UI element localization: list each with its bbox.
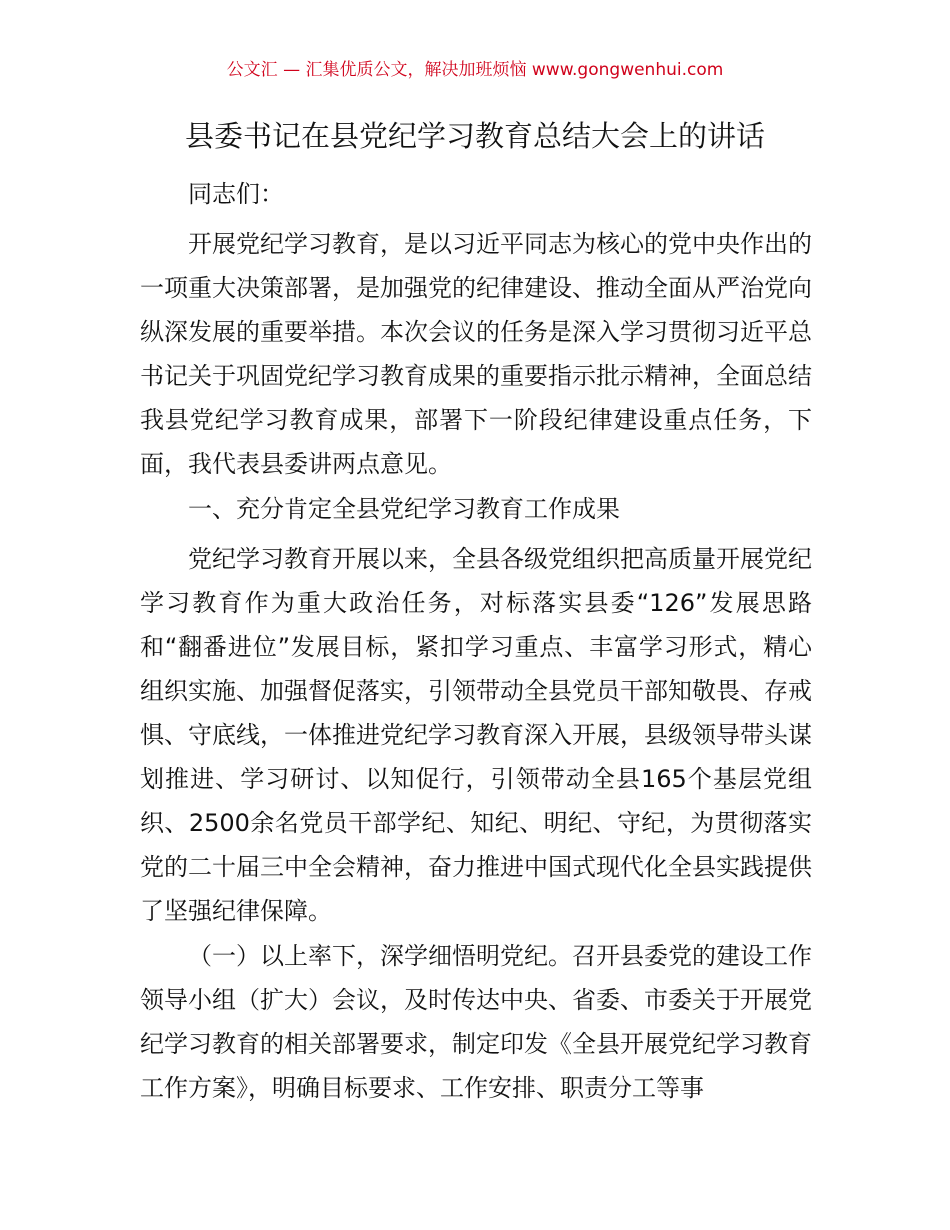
section-heading-1: 一、充分肯定全县党纪学习教育工作成果 [188, 495, 620, 523]
watermark-header: 公文汇 — 汇集优质公文，解决加班烦恼 www.gongwenhui.com [226, 60, 724, 80]
paragraph-subsection-1: （一）以上率下，深学细悟明党纪。召开县委党的建设工作领导小组（扩大）会议，及时传达中央、省委、市委关于开展党纪学习教育的相关部署要求，制定印发《全县开展党纪学习教育工作方案》，明确目标要求、工作安排、职责分工等事 [140, 942, 812, 1102]
greeting: 同志们： [188, 180, 284, 208]
document-title: 县委书记在县党纪学习教育总结大会上的讲话 [184, 119, 765, 153]
paragraph-intro: 开展党纪学习教育，是以习近平同志为核心的党中央作出的一项重大决策部署，是加强党的纪律建设、推动全面从严治党向纵深发展的重要举措。本次会议的任务是深入学习贯彻习近平总书记关于巩固党纪学习教育成果的重要指示批示精神，全面总结我县党纪学习教育成果，部署下一阶段纪律建设重点任务，下面，我代表县委讲两点意见。 [140, 230, 812, 478]
paragraph-achievements: 党纪学习教育开展以来，全县各级党组织把高质量开展党纪学习教育作为重大政治任务，对标落实县委“126”发展思路和“翻番进位”发展目标，紧扣学习重点、丰富学习形式，精心组织实施、加强督促落实，引领带动全县党员干部知敬畏、存戒惧、守底线，一体推进党纪学习教育深入开展，县级领导带头谋划推进、学习研讨、以知促行，引领带动全县165个基层党组织、2500余名党员干部学纪、知纪、明纪、守纪，为贯彻落实党的二十届三中全会精神，奋力推进中国式现代化全县实践提供了坚强纪律保障。 [140, 545, 812, 925]
